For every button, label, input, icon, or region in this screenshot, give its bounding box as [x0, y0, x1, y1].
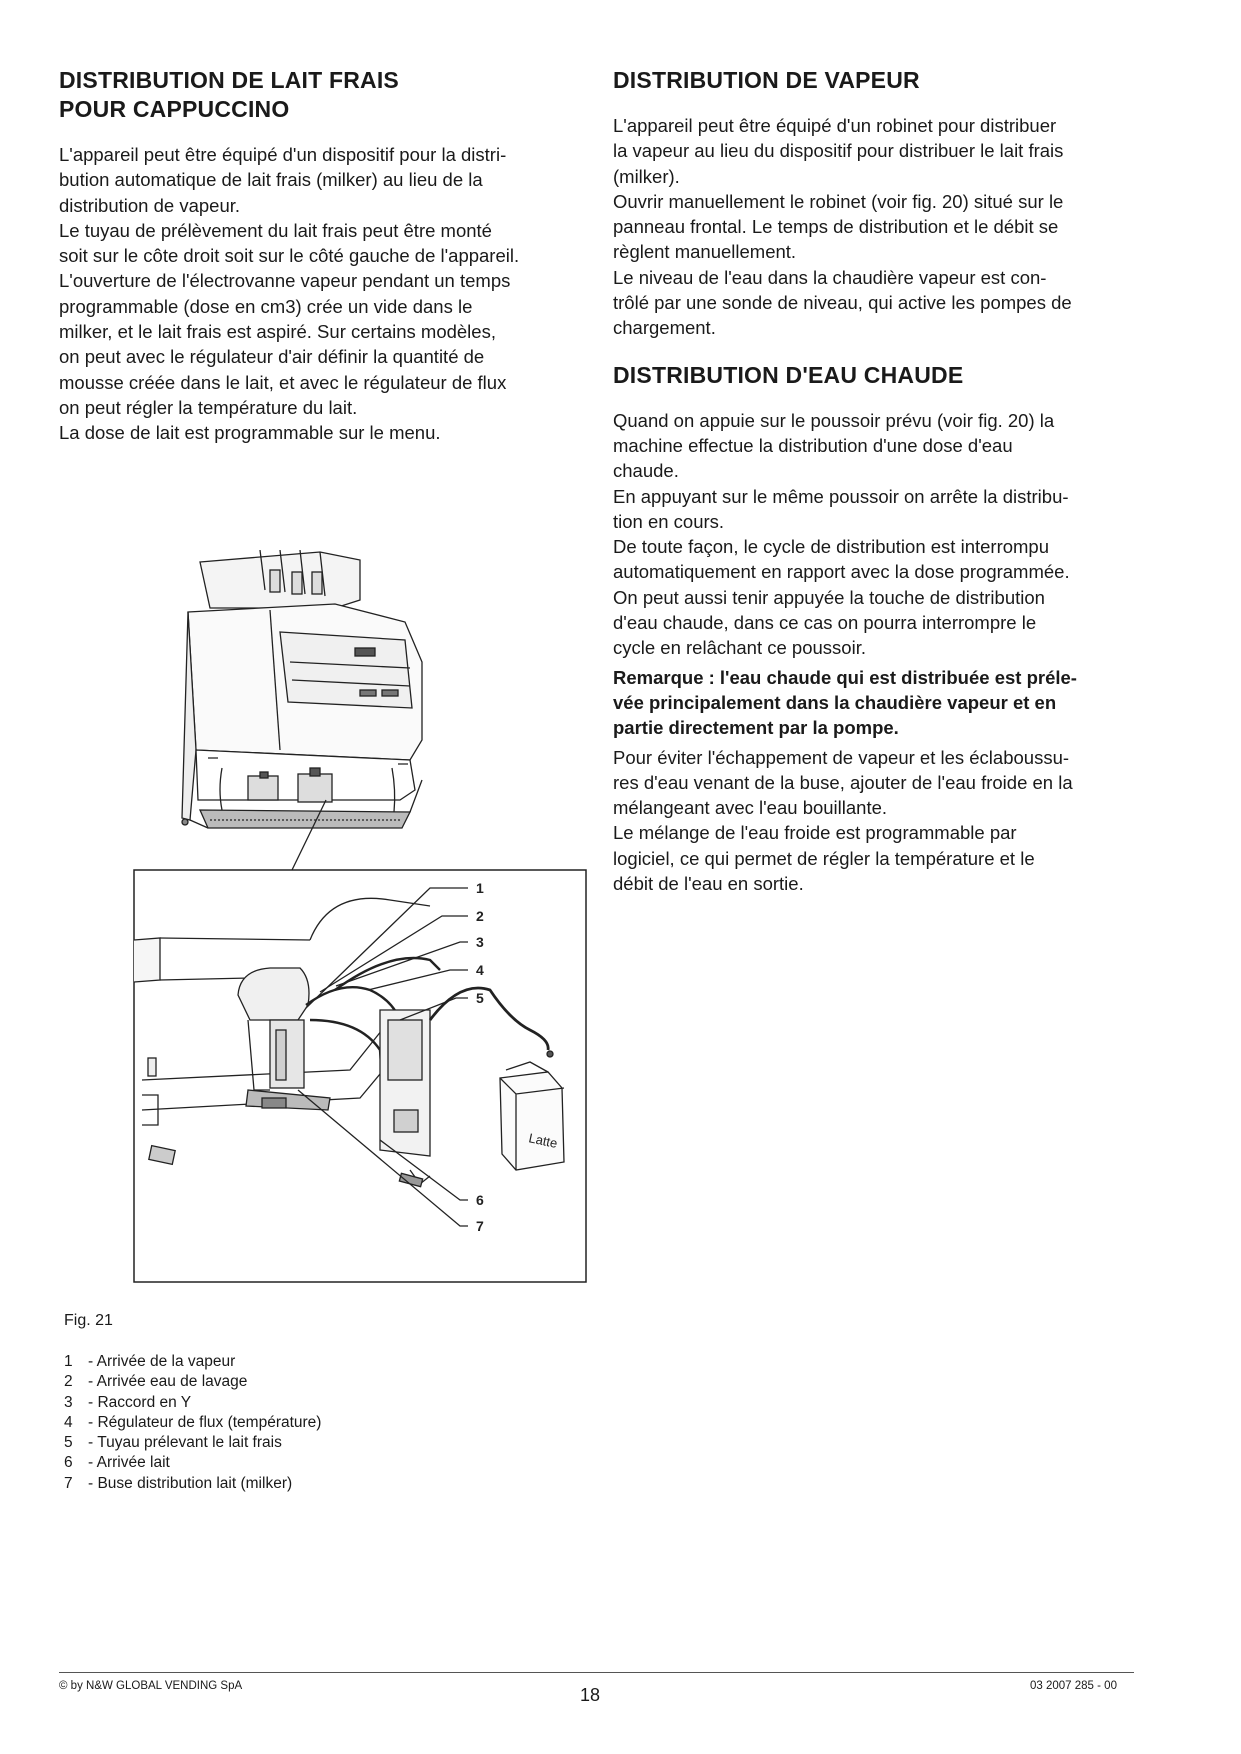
figure-legend: [64, 1352, 321, 1494]
line: logiciel, ce qui permet de régler la température et le: [613, 847, 1035, 869]
callout-5: 5: [476, 990, 484, 1006]
legend-item: [64, 1413, 321, 1433]
line: automatiquement en rapport avec la dose programmée.: [613, 561, 1070, 583]
line: La dose de lait est programmable sur le menu.: [59, 422, 441, 444]
line: En appuyant sur le même poussoir on arrête la distribu-: [613, 485, 1069, 507]
legend-text: - Régulateur de flux (température): [88, 1413, 322, 1431]
callout-3: 3: [476, 934, 484, 950]
line: cycle en relâchant ce poussoir.: [613, 637, 866, 659]
callout-7: 7: [476, 1218, 484, 1234]
line: chaude.: [613, 460, 679, 482]
line: débit de l'eau en sortie.: [613, 873, 804, 895]
footer-divider: [59, 1672, 1134, 1673]
line: L'ouverture de l'électrovanne vapeur pendant un temps: [59, 270, 511, 292]
hot-water-paragraph: [613, 408, 1138, 661]
legend-item: [64, 1474, 321, 1494]
line: milker, et le lait frais est aspiré. Sur certains modèles,: [59, 321, 496, 343]
right-column: [613, 66, 1138, 896]
legend-text: - Arrivée lait: [88, 1454, 170, 1472]
figure-21-illustration: [130, 550, 590, 1290]
line: Quand on appuie sur le poussoir prévu (voir fig. 20) la: [613, 409, 1055, 431]
line: d'eau chaude, dans ce cas on pourra interrompre le: [613, 612, 1037, 634]
line: Le niveau de l'eau dans la chaudière vapeur est con-: [613, 266, 1047, 288]
legend-item: [64, 1433, 321, 1453]
line: (milker).: [613, 165, 680, 187]
legend-text: - Raccord en Y: [88, 1393, 192, 1411]
legend-item: [64, 1453, 321, 1473]
callout-2: 2: [476, 908, 484, 924]
legend-item: [64, 1352, 321, 1372]
line: partie directement par la pompe.: [613, 717, 899, 739]
steam-section-heading: DISTRIBUTION DE VAPEUR: [613, 67, 920, 93]
figure-caption: Fig. 21: [64, 1312, 113, 1329]
legend-item: [64, 1393, 321, 1413]
milk-heading-line2: POUR CAPPUCCINO: [59, 96, 290, 122]
legend-item: [64, 1372, 321, 1392]
milk-paragraph: [59, 142, 589, 446]
callout-6: 6: [476, 1192, 484, 1208]
legend-number: 5: [64, 1434, 73, 1452]
line: distribution de vapeur.: [59, 194, 241, 216]
footer-copyright: © by N&W GLOBAL VENDING SpA: [59, 1680, 243, 1692]
legend-text: - Arrivée de la vapeur: [88, 1353, 236, 1370]
line: De toute façon, le cycle de distribution est interrompu: [613, 536, 1050, 558]
line: L'appareil peut être équipé d'un robinet pour distribuer: [613, 115, 1057, 136]
page-number: 18: [580, 1685, 601, 1705]
line: on peut avec le régulateur d'air définir la quantité de: [59, 346, 485, 368]
line: Pour éviter l'échappement de vapeur et les éclaboussu-: [613, 746, 1070, 768]
line: vée principalement dans la chaudière vapeur et en: [613, 691, 1057, 713]
document-code: 03 2007 285 - 00: [1030, 1680, 1117, 1692]
line: tion en cours.: [613, 510, 725, 532]
remark-note: [613, 665, 1138, 741]
line: trôlé par une sonde de niveau, qui active les pompes de: [613, 292, 1072, 314]
line: bution automatique de lait frais (milker) au lieu de la: [59, 169, 483, 191]
mixing-paragraph: [613, 745, 1138, 897]
line: machine effectue la distribution d'une dose d'eau: [613, 434, 1013, 456]
legend-number: 3: [64, 1393, 73, 1411]
steam-paragraph: [613, 113, 1138, 341]
line: soit sur le côte droit soit sur le côté gauche de l'appareil.: [59, 245, 520, 267]
callout-1: 1: [476, 880, 484, 896]
milker-detail-box: [134, 870, 586, 1282]
carton-label: Latte: [527, 1130, 559, 1151]
line: programmable (dose en cm3) crée un vide dans le: [59, 295, 473, 317]
legend-number: 4: [64, 1413, 73, 1431]
line: mousse créée dans le lait, et avec le régulateur de flux: [59, 371, 507, 393]
callout-4: 4: [476, 962, 484, 978]
line: Remarque : l'eau chaude qui est distribuée est préle-: [613, 666, 1077, 688]
line: mélangeant avec l'eau bouillante.: [613, 797, 888, 819]
vending-machine-drawing: [182, 550, 422, 870]
hot-water-section-heading: DISTRIBUTION D'EAU CHAUDE: [613, 361, 964, 388]
line: la vapeur au lieu du dispositif pour distribuer le lait frais: [613, 140, 1064, 162]
legend-number: 1: [64, 1353, 73, 1370]
milk-section-heading: [59, 66, 589, 124]
line: On peut aussi tenir appuyée la touche de distribution: [613, 586, 1045, 608]
line: Le mélange de l'eau froide est programmable par: [613, 822, 1017, 844]
legend-number: 7: [64, 1474, 73, 1492]
legend-number: 6: [64, 1454, 73, 1472]
line: panneau frontal. Le temps de distribution et le débit se: [613, 216, 1059, 238]
legend-number: 2: [64, 1373, 73, 1391]
line: on peut régler la température du lait.: [59, 396, 358, 418]
left-column: [59, 66, 589, 446]
line: Le tuyau de prélèvement du lait frais peut être monté: [59, 219, 492, 241]
line: Ouvrir manuellement le robinet (voir fig. 20) situé sur le: [613, 190, 1064, 212]
legend-text: - Buse distribution lait (milker): [88, 1474, 293, 1492]
legend-text: - Tuyau prélevant le lait frais: [88, 1434, 282, 1452]
milk-heading-line1: DISTRIBUTION DE LAIT FRAIS: [59, 67, 399, 93]
line: res d'eau venant de la buse, ajouter de l'eau froide en la: [613, 771, 1073, 793]
legend-text: - Arrivée eau de lavage: [88, 1373, 248, 1391]
line: règlent manuellement.: [613, 241, 797, 263]
line: L'appareil peut être équipé d'un dispositif pour la distri-: [59, 144, 507, 165]
line: chargement.: [613, 317, 716, 339]
